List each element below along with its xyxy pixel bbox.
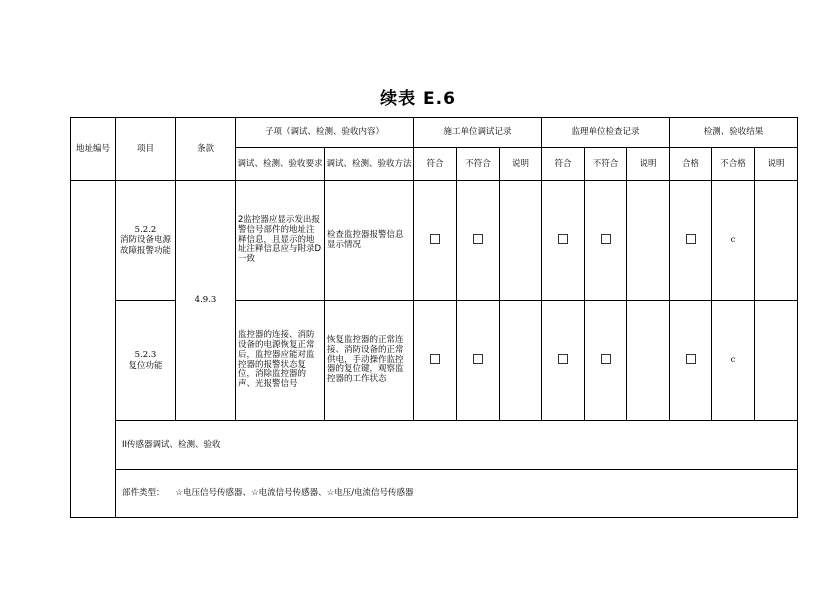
project-name: 复位功能 — [128, 360, 163, 371]
header-result: 检测、验收结果 — [670, 118, 798, 148]
checkbox[interactable] — [686, 234, 696, 244]
supervision-conform-cell[interactable] — [542, 181, 585, 301]
supervision-note-cell[interactable] — [627, 301, 670, 421]
unqualified-cell: c — [712, 301, 755, 421]
qualified-cell[interactable] — [670, 181, 712, 301]
supervision-conform-cell[interactable] — [542, 301, 585, 421]
result-note-cell[interactable] — [755, 301, 798, 421]
checkbox[interactable] — [686, 354, 696, 364]
header-unqualified: 不合格 — [712, 148, 755, 181]
checkbox[interactable] — [430, 234, 440, 244]
construction-conform-cell[interactable] — [414, 301, 457, 421]
checkbox[interactable] — [558, 354, 568, 364]
header-construction-conform: 符合 — [414, 148, 457, 181]
component-types-row — [71, 470, 798, 518]
construction-note-cell[interactable] — [500, 301, 542, 421]
header-construction-note: 说明 — [500, 148, 542, 181]
header-supervision-conform: 符合 — [542, 148, 585, 181]
requirement-cell: 监控器的连接、消防设备的电源恢复正常后，监控器应能对监控器的报警状态复位，消除监控器的声、光报警信号 — [236, 301, 325, 421]
supervision-note-cell[interactable] — [627, 181, 670, 301]
component-type-options: ☆电压信号传感器、☆电流信号传感器、☆电压/电流信号传感器 — [175, 488, 414, 499]
project-name: 消防设备电源故障报警功能 — [119, 235, 171, 256]
construction-non-conform-cell[interactable] — [457, 181, 500, 301]
component-type-label: 部件类型： — [122, 488, 165, 499]
header-method: 调试、检测、验收方法 — [325, 148, 414, 181]
method-cell: 检查监控器报警信息显示情况 — [325, 181, 414, 301]
supervision-non-conform-cell[interactable] — [585, 181, 627, 301]
header-result-note: 说明 — [755, 148, 798, 181]
address-code-cell — [71, 181, 116, 518]
qualified-cell[interactable] — [670, 301, 712, 421]
header-row-1 — [71, 118, 798, 148]
construction-non-conform-cell[interactable] — [457, 301, 500, 421]
requirement-cell: 2监控器应显示发出报警信号部件的地址注释信息，且显示的地址注释信息应与附录D一致 — [236, 181, 325, 301]
header-construction-non-conform: 不符合 — [457, 148, 500, 181]
project-code: 5.2.3 — [134, 350, 157, 361]
checkbox[interactable] — [601, 234, 611, 244]
header-construction-record: 施工单位调试记录 — [414, 118, 542, 148]
document-title: 续表 E.6 — [380, 89, 456, 109]
component-types-cell — [116, 470, 798, 518]
project-cell — [116, 301, 176, 421]
checkbox[interactable] — [473, 354, 483, 364]
project-cell — [116, 181, 176, 301]
construction-note-cell[interactable] — [500, 181, 542, 301]
section-label: II传感器调试、检测、验收 — [116, 421, 798, 470]
project-code: 5.2.2 — [134, 225, 157, 236]
header-requirement: 调试、检测、验收要求 — [236, 148, 325, 181]
header-project: 项目 — [116, 118, 176, 181]
section-row — [71, 421, 798, 470]
supervision-non-conform-cell[interactable] — [585, 301, 627, 421]
table-row — [71, 181, 798, 301]
header-sub-item: 子项（调试、检测、验收内容） — [236, 118, 414, 148]
construction-conform-cell[interactable] — [414, 181, 457, 301]
checkbox[interactable] — [558, 234, 568, 244]
acceptance-table — [70, 117, 798, 518]
checkbox[interactable] — [601, 354, 611, 364]
header-supervision-non-conform: 不符合 — [585, 148, 627, 181]
unqualified-cell: c — [712, 181, 755, 301]
checkbox[interactable] — [473, 234, 483, 244]
method-cell: 恢复监控器的正常连接、消防设备的正常供电，手动操作监控器的复位键，观察监控器的工作状态 — [325, 301, 414, 421]
checkbox[interactable] — [430, 354, 440, 364]
header-supervision-note: 说明 — [627, 148, 670, 181]
header-address-code: 地址编号 — [71, 118, 116, 181]
header-qualified: 合格 — [670, 148, 712, 181]
clause-cell: 4.9.3 — [176, 181, 236, 421]
header-supervision-record: 监理单位检查记录 — [542, 118, 670, 148]
header-clause: 条款 — [176, 118, 236, 181]
result-note-cell[interactable] — [755, 181, 798, 301]
